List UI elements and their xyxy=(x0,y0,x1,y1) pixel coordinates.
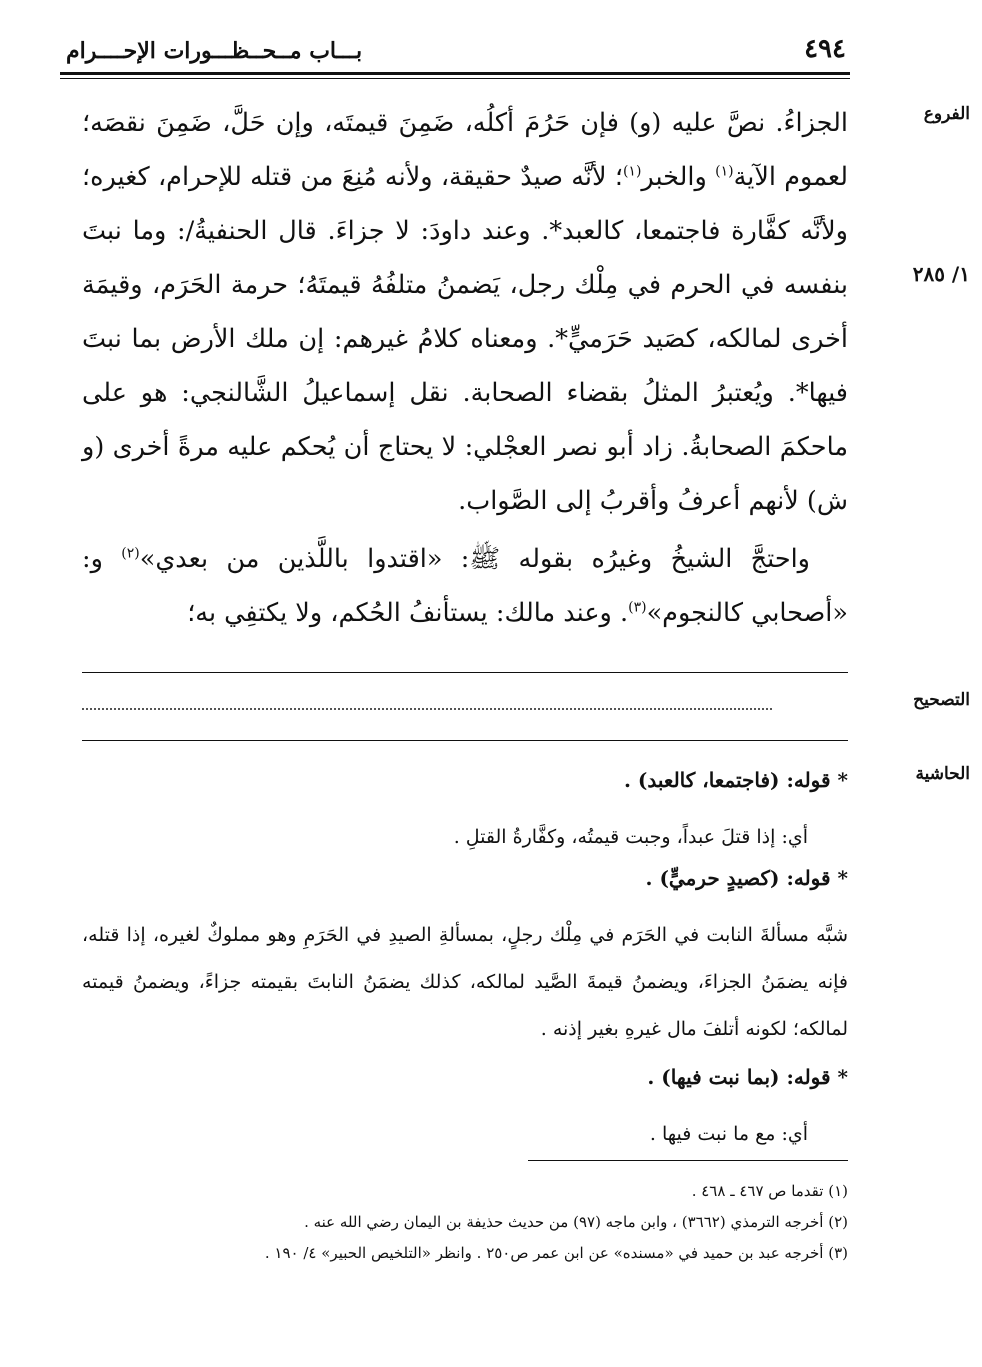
page-number: ٤٩٤ xyxy=(804,34,846,64)
main-text-segment: . وعند مالك: يستأنفُ الحُكم، ولا يكتفِي به؛ xyxy=(187,598,629,628)
main-text-segment: الجزاءُ. نصَّ عليه (و) فإن حَرُمَ أكلُه، ضَمِنَ قيمتَه، وإن حَلَّ، ضَمِنَ نقصَه؛ لعموم الآية xyxy=(82,108,849,192)
hashiya-heading-3: * قوله: (بما نبت فيها) . xyxy=(647,1065,848,1089)
footnote-ref: (١) xyxy=(715,163,734,180)
footnote-3: (٣) أخرجه عبد بن حميد في «مسنده» عن ابن عمر ص٢٥٠ . وانظر «التلخيص الحبير» ٤/ ١٩٠ . xyxy=(264,1244,848,1262)
footnote-ref: (١) xyxy=(622,163,642,180)
margin-label-hashiya: الحاشية xyxy=(915,764,970,784)
main-text-segment: ؛ لأنَّه صيدٌ حقيقة، ولأنه مُنِعَ من قتله للإحرام، كغيره؛ ولأنَّه كفَّارة فاجتمعا، كالعبد*. وعند داودَ: لا جزاءَ. قال الحنفيةُ/: وما نبتَ بنفسه في الحرم في مِلْك رجل، يَضمنُ متلفُهُ قيمتَهُ؛ حرمة الحَرَم، وقيمَة أخرى لمالكه، كصَيد حَرَميٍّ*. ومعناه كلامُ غيرهم: إن ملك الأرض بما نبتَ فيها*. ويُعتبرُ المثلُ بقضاء الصحابة. نقل إسماعيلُ الشَّالنجي: هو على ماحكمَ الصحابةُ. زاد أبو نصر العجْلي: لا يحتاج أن يُحكم عليه مرةً أخرى (و ش) لأنهم أعرفُ وأقربُ إلى الصَّواب. xyxy=(82,162,848,516)
margin-page-reference: ١/ ٢٨٥ xyxy=(912,262,970,286)
page-header xyxy=(60,28,850,72)
margin-label-tashih: التصحيح xyxy=(913,690,970,710)
main-text xyxy=(82,96,848,640)
footnote-2: (٢) أخرجه الترمذي (٣٦٦٢) ، وابن ماجه (٩٧) من حديث حذيفة بن اليمان رضي الله عنه . xyxy=(304,1213,848,1231)
footnote-ref: (٢) xyxy=(121,545,140,562)
hashiya-text-2: شبَّه مسألةَ النابت في الحَرَم في مِلْك رجلٍ، بمسألةِ الصيدِ في الحَرَمِ وهو مملوكٌ لغيره، إذا قتله، فإنه يضمَنُ الجزاءَ، ويضمنُ قيمةَ الصَّيد لمالكه، كذلك يضمَنُ النابتَ بقيمته جزاءً، ويضمنُ قيمته لمالكه؛ لكونه أتلفَ مال غيرهِ بغير إذنه . xyxy=(82,924,848,1040)
tashih-dotted-line xyxy=(82,708,772,710)
margin-label-furu: الفروع xyxy=(923,104,970,124)
section-divider-bottom xyxy=(82,740,848,741)
hashiya-heading-2: * قوله: (كصيدٍ حرميٍّ) . xyxy=(645,866,848,890)
hashiya-heading-1: * قوله: (فاجتمعا، كالعبد) . xyxy=(624,768,848,792)
footnote-rule xyxy=(528,1160,848,1161)
main-text-segment: واحتجَّ الشيخُ وغيرُه بقوله ﷺ: «اقتدوا باللَّذين من بعدي» xyxy=(139,544,810,574)
footnotes xyxy=(82,1176,848,1269)
chapter-title: بـــاب مــحــظـــورات الإحــــرام xyxy=(66,38,363,64)
footnote-ref: (٣) xyxy=(628,599,647,616)
main-text-segment: والخبر xyxy=(641,162,716,192)
main-text-segment: و: «أصحابي كالنجوم» xyxy=(82,544,848,628)
hashiya-text-1: أي: إذا قتلَ عبداً، وجبت قيمتُه، وكفَّارةُ القتلِ . xyxy=(453,826,808,848)
main-paragraph-2 xyxy=(82,532,848,640)
footnote-1: (١) تقدما ص ٤٦٧ ـ ٤٦٨ . xyxy=(691,1182,848,1200)
main-paragraph-1 xyxy=(82,96,848,528)
hashiya-section xyxy=(82,762,848,1157)
section-divider-top xyxy=(82,672,848,673)
header-rule xyxy=(60,72,850,79)
hashiya-text-3: أي: مع ما نبت فيها . xyxy=(649,1123,808,1145)
